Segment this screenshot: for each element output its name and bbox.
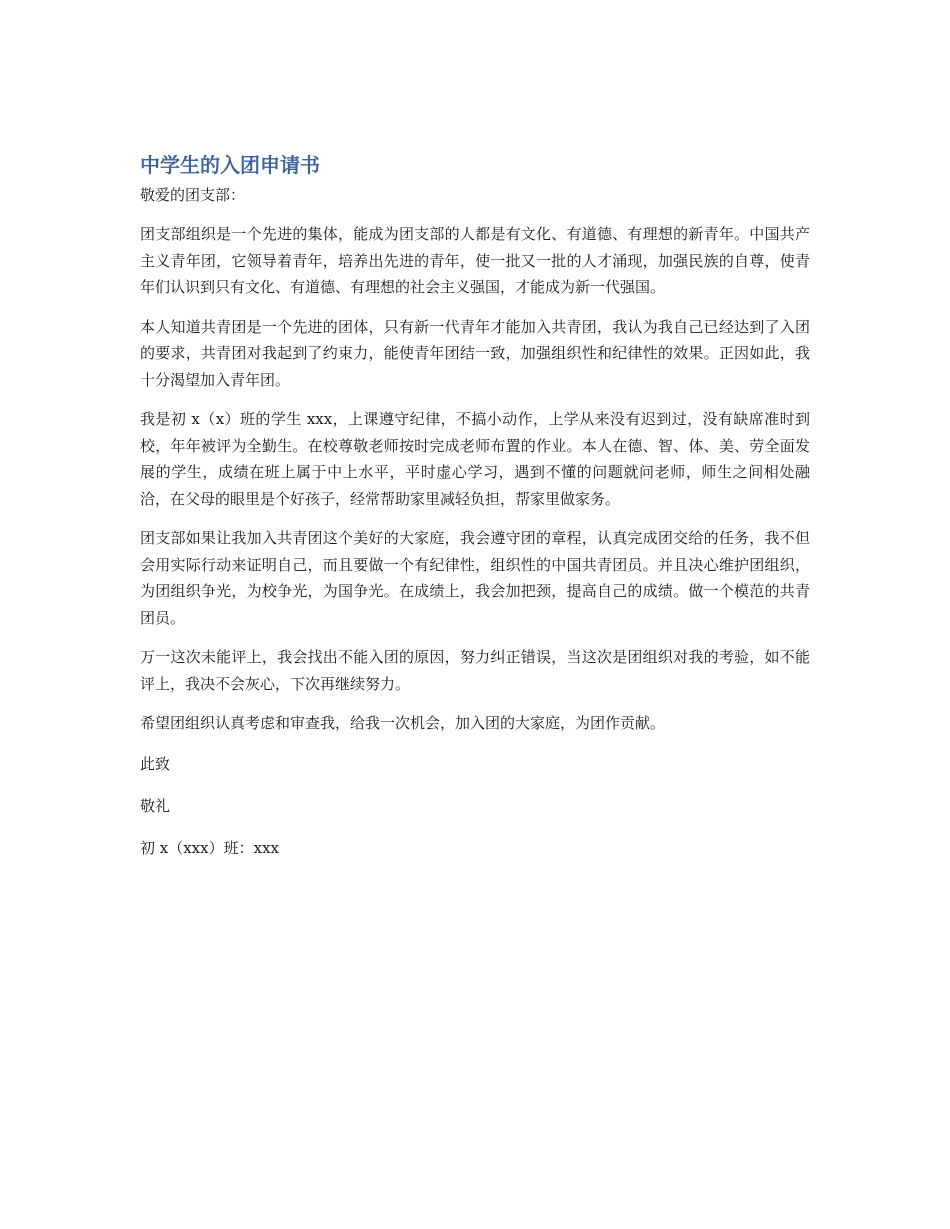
body-paragraph-6: 希望团组织认真考虑和审查我，给我一次机会，加入团的大家庭，为团作贡献。 <box>140 714 666 732</box>
body-paragraph-1: 团支部组织是一个先进的集体，能成为团支部的人都是有文化、有道德、有理想的新青年。中国共产主义青年团，它领导着青年，培养出先进的青年，使一批又一批的人才涌现，加强民族的自尊，使青年们认识到只有文化、有道德、有理想的社会主义强国，才能成为新一代强国。 <box>140 225 810 296</box>
salutation: 敬爱的团支部： <box>140 186 246 204</box>
document-title: 中学生的入团申请书 <box>140 153 320 177</box>
closing-line-2: 敬礼 <box>140 796 171 815</box>
body-paragraph-5: 万一这次未能评上，我会找出不能入团的原因，努力纠正错误，当这次是团组织对我的考验，如不能评上，我决不会灰心，下次再继续努力。 <box>140 648 810 693</box>
closing-line-1: 此致 <box>140 754 171 773</box>
body-paragraph-3: 我是初 x（x）班的学生 xxx，上课遵守纪律，不搞小动作，上学从来没有迟到过，没有缺席准时到校，年年被评为全勤生。在校尊敬老师按时完成老师布置的作业。本人在德、智、体、美、劳全面发展的学生，成绩在班上属于中上水平，平时虚心学习，遇到不懂的问题就问老师，师生之间相处融洽，在父母的眼里是个好孩子，经常帮助家里减轻负担，帮家里做家务。 <box>140 410 810 508</box>
document-page <box>140 150 810 861</box>
body-paragraph-4: 团支部如果让我加入共青团这个美好的大家庭，我会遵守团的章程，认真完成团交给的任务，我不但会用实际行动来证明自己，而且要做一个有纪律性，组织性的中国共青团员。并且决心维护团组织，为团组织争光，为校争光，为国争光。在成绩上，我会加把颈，提高自己的成绩。做一个模范的共青团员。 <box>140 529 810 627</box>
signature: 初 x（xxx）班：xxx <box>140 838 279 857</box>
body-paragraph-2: 本人知道共青团是一个先进的团体，只有新一代青年才能加入共青团，我认为我自己已经达到了入团的要求，共青团对我起到了约束力，能使青年团结一致，加强组织性和纪律性的效果。正因如此，我十分渴望加入青年团。 <box>140 317 810 389</box>
